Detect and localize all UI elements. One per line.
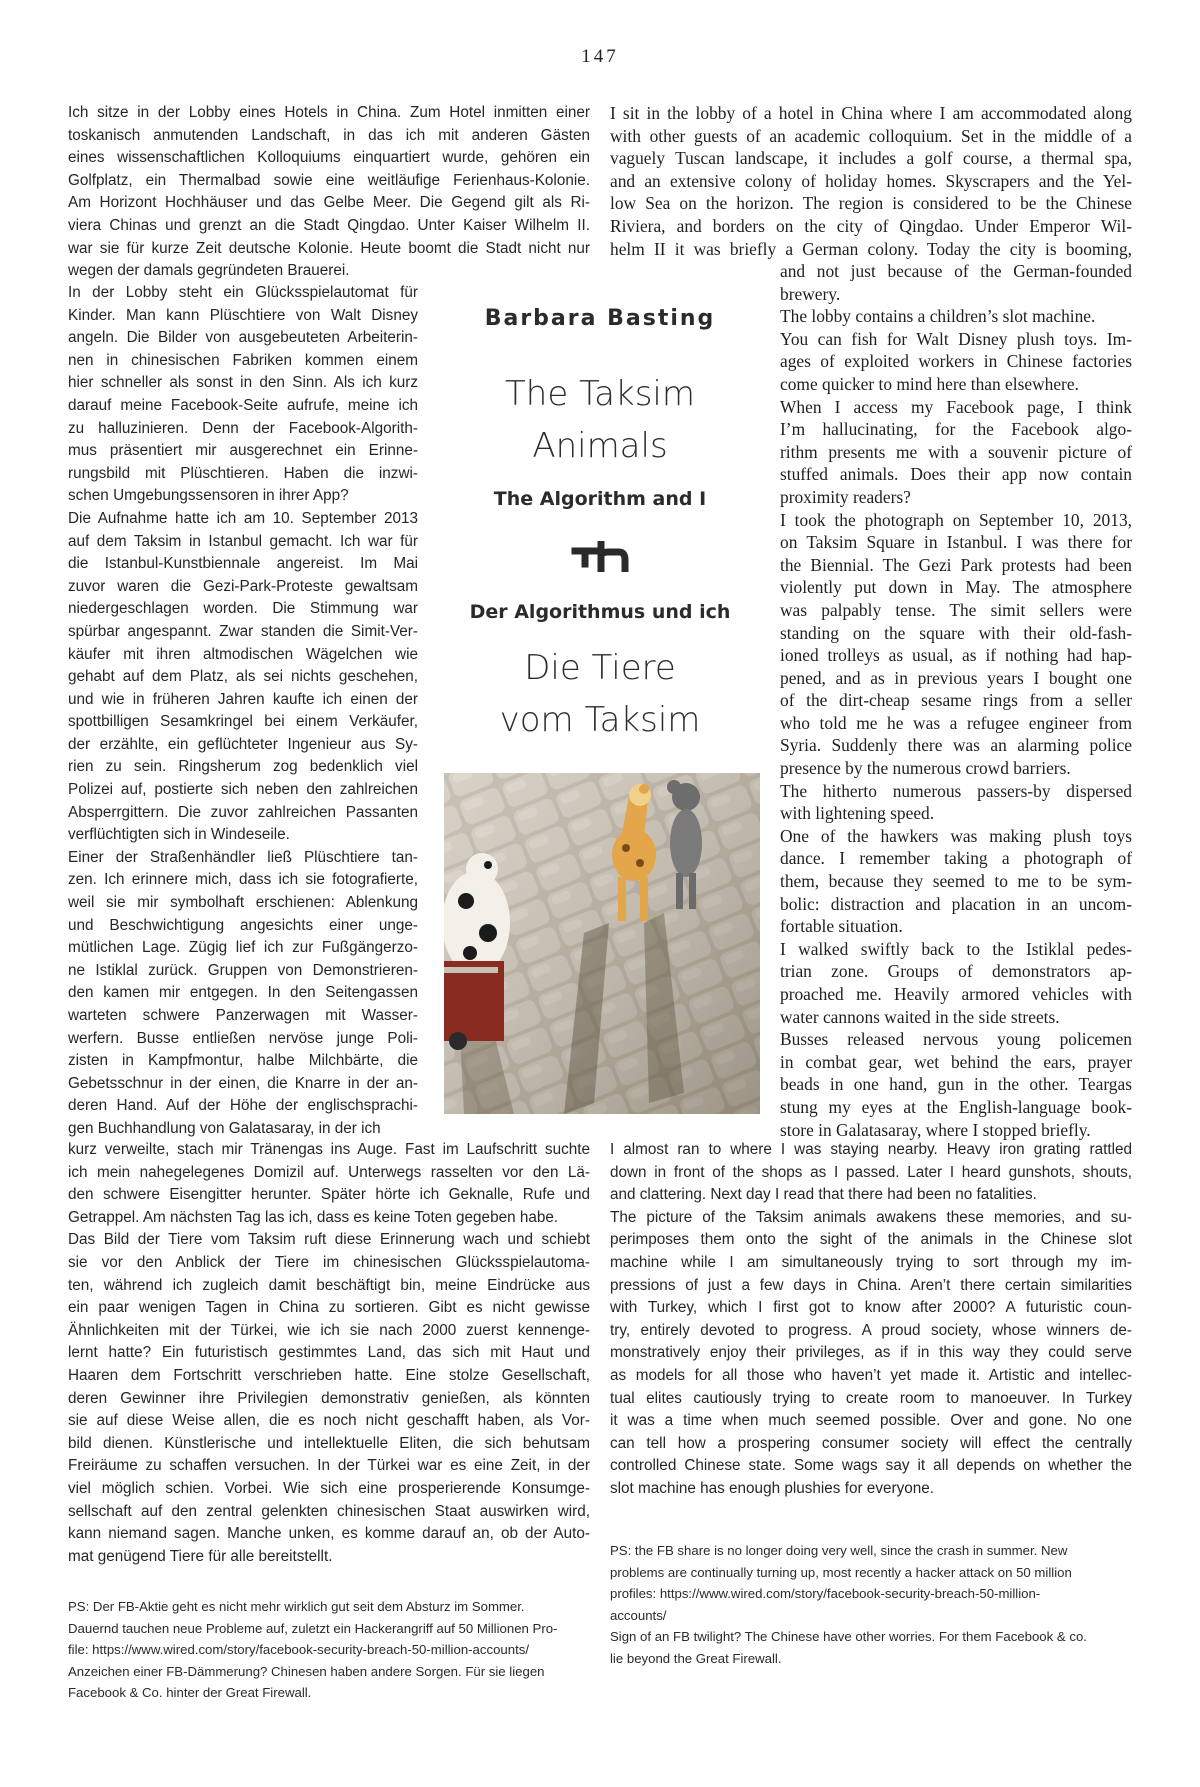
text-line: of the dirt-cheap sesame rings from a seller	[780, 690, 1132, 711]
english-title-line-1: The Taksim	[505, 374, 695, 414]
text-line: rien zu sein. Ringsherum zog bedenklich viel	[68, 758, 418, 776]
text-line: proached me. Heavily armored vehicles with	[780, 984, 1132, 1004]
text-line: helm II it was briefly a German colony. Today the city is booming,	[610, 238, 1132, 259]
text-line: Sign of an FB twilight? The Chinese have other worries. For them Facebook & co.	[610, 1629, 1087, 1644]
text-line: Am Horizont Hochhäuser und das Gelbe Meer. Die Gegend gilt als Ri-	[68, 194, 590, 212]
text-line: Kinder. Man kann Plüschtiere von Walt Disney	[68, 306, 418, 324]
text-line: nen in chinesischen Fabriken kommen einem	[68, 351, 418, 369]
german-narrow-column	[68, 282, 418, 1141]
text-line: controlled Chinese state. Some wags say it all depends on whether the	[610, 1457, 1132, 1475]
text-line: gen Buchhandlung von Galatasaray, in der ich	[68, 1119, 381, 1137]
text-line: on Taksim Square in Istanbul. I was there for	[780, 532, 1132, 553]
text-line: with other guests of an academic colloquium. Set in the middle of a	[610, 125, 1132, 146]
text-line: You can fish for Walt Disney plush toys. Im-	[780, 328, 1132, 349]
german-intro-paragraph	[68, 102, 590, 283]
text-line: tual elites cautiously trying to create room to manoeuver. In Turkey	[610, 1389, 1132, 1407]
text-line: When I access my Facebook page, I think	[780, 396, 1132, 417]
text-line: Busses released nervous young policemen	[780, 1029, 1132, 1050]
text-line: deren Gewinner ihre Privilegien demonstrativ genießen, als könnten	[68, 1389, 590, 1407]
text-line: toskanisch anmutenden Landschaft, in das ich mit anderen Gästen	[68, 126, 590, 144]
text-line: stung my eyes at the English-language book-	[780, 1096, 1132, 1117]
text-line: spürbar angespannt. Zwar standen die Simit-Ver-	[68, 622, 418, 640]
text-line: The hitherto numerous passers-by dispersed	[780, 780, 1132, 801]
text-line: ich mein nahegelegenes Domizil auf. Unterwegs rasselten vor den Lä-	[68, 1163, 590, 1181]
text-line: and an extensive colony of holiday homes. Skyscrapers and the Yel-	[610, 170, 1132, 191]
text-line: warteten schwere Panzerwagen mit Wasser-	[68, 1007, 418, 1024]
text-line: The lobby contains a children’s slot machine.	[780, 306, 1096, 327]
text-line: ages of exploited workers in Chinese factories	[780, 351, 1132, 372]
text-line: Anzeichen einer FB-Dämmerung? Chinesen haben andere Sorgen. Für sie liegen	[68, 1663, 545, 1679]
text-line: und Beschwichtigung angesichts einer unge-	[68, 916, 418, 934]
german-bottom-paragraph	[68, 1139, 590, 1568]
text-line: ne Istiklal zurück. Gruppen von Demonstrieren-	[68, 961, 418, 979]
text-line: beads in one hand, gun in the other. Teargas	[780, 1074, 1132, 1095]
text-line: niedergeschlagen worden. Die Stimmung war	[68, 600, 418, 618]
text-line: file: https://www.wired.com/story/facebook-security-breach-50-million-accounts/	[68, 1642, 529, 1657]
english-title-line-2: Animals	[532, 426, 668, 466]
english-intro-paragraph	[610, 102, 1132, 260]
text-line: zuvor waren die Gezi-Park-Proteste gewaltsam	[68, 577, 418, 595]
text-line: rithm presents me with a souvenir picture of	[780, 441, 1132, 462]
text-line: und wie in früheren Jahren kaufte ich einen der	[68, 690, 418, 708]
text-line: wegen der damals gegründeten Brauerei.	[68, 262, 350, 280]
text-line: viel möglich schien. Vorbei. Wie sich eine prosperierende Konsumge-	[68, 1479, 590, 1497]
text-line: kann niemand sagen. Manche unken, es komme darauf an, ob der Auto-	[68, 1525, 590, 1543]
text-line: ein paar wenigen Tagen in China zu sortieren. Gibt es nicht gewisse	[68, 1299, 590, 1317]
text-line: gehabt auf dem Platz, als sei nichts geschehen,	[68, 668, 418, 686]
text-line: them, because they seemed to me to be sym-	[780, 871, 1132, 892]
text-line: pened, and as in previous years I bought one	[780, 667, 1132, 688]
text-line: can tell how a prospering consumer society will effect the centrally	[610, 1434, 1132, 1452]
text-line: low Sea on the horizon. The region is considered to be the Chinese	[610, 193, 1132, 214]
text-line: Facebook & Co. hinter der Great Firewall.	[68, 1685, 312, 1700]
text-line: brewery.	[780, 283, 841, 304]
text-line: Das Bild der Tiere vom Taksim ruft diese Erinnerung wach und schiebt	[68, 1231, 590, 1249]
text-line: Haaren dem Fortschritt verschrieben hatte. Eine stolze Gesellschaft,	[68, 1366, 590, 1384]
german-title-line-1: Die Tiere	[524, 648, 676, 688]
text-line: verflüchtigten sich in Windeseile.	[68, 826, 290, 844]
text-line: hier schneller als sonst in den Sinn. Als ich kurz	[68, 374, 418, 392]
text-line: proximity readers?	[780, 486, 911, 507]
german-postscript	[68, 1596, 598, 1704]
text-line: down in front of the shops as I passed. Later I heard gunshots, shouts,	[610, 1163, 1132, 1181]
text-line: zen. Ich erinnere mich, dass ich sie fotografierte,	[68, 871, 418, 889]
text-line: der erzählte, ein geflüchteter Ingenieur aus Sy-	[68, 735, 418, 753]
text-line: and clattering. Next day I read that there had been no fatalities.	[610, 1186, 1037, 1204]
text-line: standing on the square with their old-fash-	[780, 622, 1132, 643]
text-line: deren Hand. Auf der Höhe der englischsprachi-	[68, 1097, 418, 1115]
text-line: violently put down in May. The atmosphere	[780, 577, 1132, 598]
text-line: kurz verweilte, stach mir Tränengas ins Auge. Fast im Laufschritt suchte	[68, 1141, 590, 1158]
text-line: I’m hallucinating, for the Facebook algo-	[780, 419, 1132, 440]
text-line: trian zone. Groups of demonstrators ap-	[780, 961, 1132, 982]
text-line: lie beyond the Great Firewall.	[610, 1650, 782, 1666]
text-line: darauf meine Facebook-Seite aufrufe, meine ich	[68, 396, 418, 414]
text-line: machine while I am simultaneously trying to sort through my im-	[610, 1253, 1132, 1271]
german-title-line-2: vom Taksim	[499, 700, 701, 740]
text-line: Golfplatz, ein Thermalbad sowie eine weitläufige Ferienhaus-Kolonie.	[68, 171, 590, 189]
text-line: ten, während ich zugleich damit beschäftigt bin, meine Eindrücke aus	[68, 1276, 590, 1294]
text-line: spottbilligen Sesamkringel bei einem Verkäufer,	[68, 713, 418, 731]
text-line: angeln. Die Bilder von ausgebeuteten Arbeiterin-	[68, 329, 418, 347]
text-line: Einer der Straßenhändler ließ Plüschtiere tan-	[68, 848, 418, 866]
text-line: werfern. Busse entließen nervöse junge Poli-	[68, 1029, 418, 1047]
text-line: vaguely Tuscan landscape, it includes a golf course, a thermal spa,	[610, 148, 1132, 169]
text-line: I sit in the lobby of a hotel in China where I am accommodated along	[610, 103, 1132, 123]
english-bottom-paragraph	[610, 1139, 1132, 1501]
plush-toys-photo-illustration	[444, 773, 760, 1114]
page-number: 147	[581, 46, 619, 67]
text-line: with lightening speed.	[780, 803, 935, 824]
text-line: monstratively enjoy their privileges, as if in this way they could serve	[610, 1344, 1132, 1362]
text-line: Absperrgittern. Die zuvor zahlreichen Passanten	[68, 803, 418, 821]
text-line: pressions of just a few days in China. Aren’t there certain similarities	[610, 1276, 1132, 1294]
text-line: Die Aufnahme hatte ich am 10. September 2013	[68, 509, 418, 527]
text-line: Polizei auf, postierte sich neben den zahlreichen	[68, 781, 418, 799]
text-line: profiles: https://www.wired.com/story/facebook-security-breach-50-million-	[610, 1586, 1041, 1601]
text-line: ioned trolleys as usual, as if nothing had hap-	[780, 645, 1132, 666]
text-line: schen Umgebungssensoren in ihrer App?	[68, 487, 349, 505]
text-line: mütlichen Lage. Zügig lief ich zur Fußgängerzo-	[68, 939, 418, 957]
english-narrow-column	[780, 260, 1132, 1141]
text-line: den kamen mir entgegen. In den Seitengassen	[68, 984, 418, 1002]
plush-toys-photo	[444, 773, 760, 1114]
text-line: fortable situation.	[780, 916, 903, 937]
text-line: dance. I remember taking a photograph of	[780, 848, 1132, 869]
text-line: One of the hawkers was making plush toys	[780, 825, 1132, 846]
text-line: den schwere Eisengitter herunter. Später hörte ich Geknalle, Rufe und	[68, 1186, 590, 1204]
text-line: The picture of the Taksim animals awakens these memories, and su-	[610, 1208, 1132, 1226]
text-line: accounts/	[610, 1607, 667, 1623]
text-line: the Biennial. The Gezi Park protests had been	[780, 554, 1132, 575]
text-line: water cannons waited in the side streets.	[780, 1006, 1060, 1027]
text-line: bild dienen. Künstlerische und intellektuelle Eliten, die sich behutsam	[68, 1434, 590, 1452]
ampersand-logo-icon	[571, 538, 631, 578]
text-line: zu halluzinieren. Denn der Facebook-Algorith-	[68, 419, 418, 437]
text-line: Ich sitze in der Lobby eines Hotels in China. Zum Hotel inmitten einer	[68, 104, 590, 121]
text-line: lernt hatte? Ein futuristisch gestimmtes Land, das sich mit Haut und	[68, 1344, 590, 1362]
text-line: rungsbild mit Plüschtieren. Haben die inzwi-	[68, 464, 418, 482]
text-line: I took the photograph on September 10, 2013,	[780, 509, 1132, 530]
text-line: come quicker to mind here than elsewhere.	[780, 373, 1079, 394]
text-line: as models for all those who haven’t yet made it. Artistic and intellec-	[610, 1366, 1132, 1384]
text-line: Syria. Suddenly there was an alarming police	[780, 735, 1132, 756]
text-line: käufer mit ihren altmodischen Wägelchen wie	[68, 645, 418, 663]
text-line: with Turkey, which I first got to know after 2000? A futuristic coun-	[610, 1299, 1132, 1317]
german-subtitle: Der Algorithmus und ich	[469, 601, 731, 623]
text-line: Getrappel. Am nächsten Tag las ich, dass es keine Toten gegeben habe.	[68, 1208, 559, 1226]
text-line: Freiräume zu schaffen versuchen. In der Türkei war es eine Zeit, in der	[68, 1457, 590, 1475]
text-line: stuffed animals. Does their app now contain	[780, 464, 1132, 485]
text-line: problems are continually turning up, most recently a hacker attack on 50 million	[610, 1564, 1072, 1580]
text-line: Dauernd tauchen neue Probleme auf, zuletzt ein Hackerangriff auf 50 Millionen Pro-	[68, 1620, 558, 1636]
text-line: was palpably tense. The simit sellers were	[780, 599, 1132, 620]
english-title	[410, 368, 790, 472]
text-line: it was a time when much seemed possible. Over and gone. No one	[610, 1412, 1132, 1430]
german-title	[410, 642, 790, 746]
text-line: viera Chinas und grenzt an die Stadt Qingdao. Unter Kaiser Wilhelm II.	[68, 216, 590, 234]
text-line: bolic: distraction and placation in an uncom-	[780, 893, 1132, 914]
english-postscript	[610, 1540, 1140, 1669]
text-line: auf dem Taksim in Istanbul gemacht. Ich war für	[68, 532, 418, 550]
text-line: sie vor den Anblick der Tiere im chinesischen Glücksspielautoma-	[68, 1253, 590, 1271]
text-line: In der Lobby steht ein Glücksspielautomat für	[68, 284, 418, 301]
text-line: sellschaft auf den zentral gelenkten chinesischen Staat auswirken wird,	[68, 1502, 590, 1520]
text-line: war sie für kurze Zeit deutsche Kolonie. Heute boomt die Stadt nicht nur	[68, 239, 590, 257]
text-line: mat genügend Tiere für alle bereitstellt.	[68, 1547, 333, 1565]
author-name: Barbara Basting	[484, 306, 716, 331]
text-line: Riviera, and borders on the city of Qingdao. Under Emperor Wil-	[610, 215, 1132, 236]
text-line: eines wissenschaftlichen Kolloquiums einquartiert wurde, gehören ein	[68, 149, 590, 167]
text-line: mus präsentiert mir ausgerechnet ein Erinne-	[68, 442, 418, 460]
english-subtitle: The Algorithm and I	[493, 488, 707, 510]
text-line: zisten in Kampfmontur, halbe Milchbärte, die	[68, 1052, 418, 1070]
text-line: and not just because of the German-founded	[780, 261, 1132, 281]
text-line: I almost ran to where I was staying nearby. Heavy iron grating rattled	[610, 1141, 1132, 1158]
text-line: die Istanbul-Kunstbiennale angereist. Im Mai	[68, 555, 418, 573]
text-line: weil sie mir symbolhaft erschienen: Ablenkung	[68, 894, 418, 912]
text-line: who told me he was a refugee engineer from	[780, 712, 1132, 733]
text-line: presence by the numerous crowd barriers.	[780, 758, 1071, 779]
text-line: sie auf diese Weise allen, die es noch nicht geschafft haben, als Vor-	[68, 1412, 590, 1430]
text-line: I walked swiftly back to the Istiklal pedes-	[780, 938, 1132, 959]
text-line: slot machine has enough plushies for everyone.	[610, 1479, 934, 1497]
text-line: try, entirely devoted to progress. A proud society, whose winners de-	[610, 1321, 1132, 1339]
text-line: PS: the FB share is no longer doing very well, since the crash in summer. New	[610, 1543, 1068, 1558]
text-line: store in Galatasaray, where I stopped briefly.	[780, 1119, 1091, 1140]
text-line: Gebetsschnur in der einen, die Knarre in der an-	[68, 1074, 418, 1092]
text-line: perimposes them onto the sight of the animals in the Chinese slot	[610, 1231, 1132, 1249]
text-line: Ähnlichkeiten mit der Türkei, wie ich sie nach 2000 zuerst kennenge-	[68, 1321, 590, 1339]
text-line: PS: Der FB-Aktie geht es nicht mehr wirklich gut seit dem Absturz im Sommer.	[68, 1599, 525, 1614]
text-line: in combat gear, wet behind the ears, prayer	[780, 1051, 1132, 1072]
